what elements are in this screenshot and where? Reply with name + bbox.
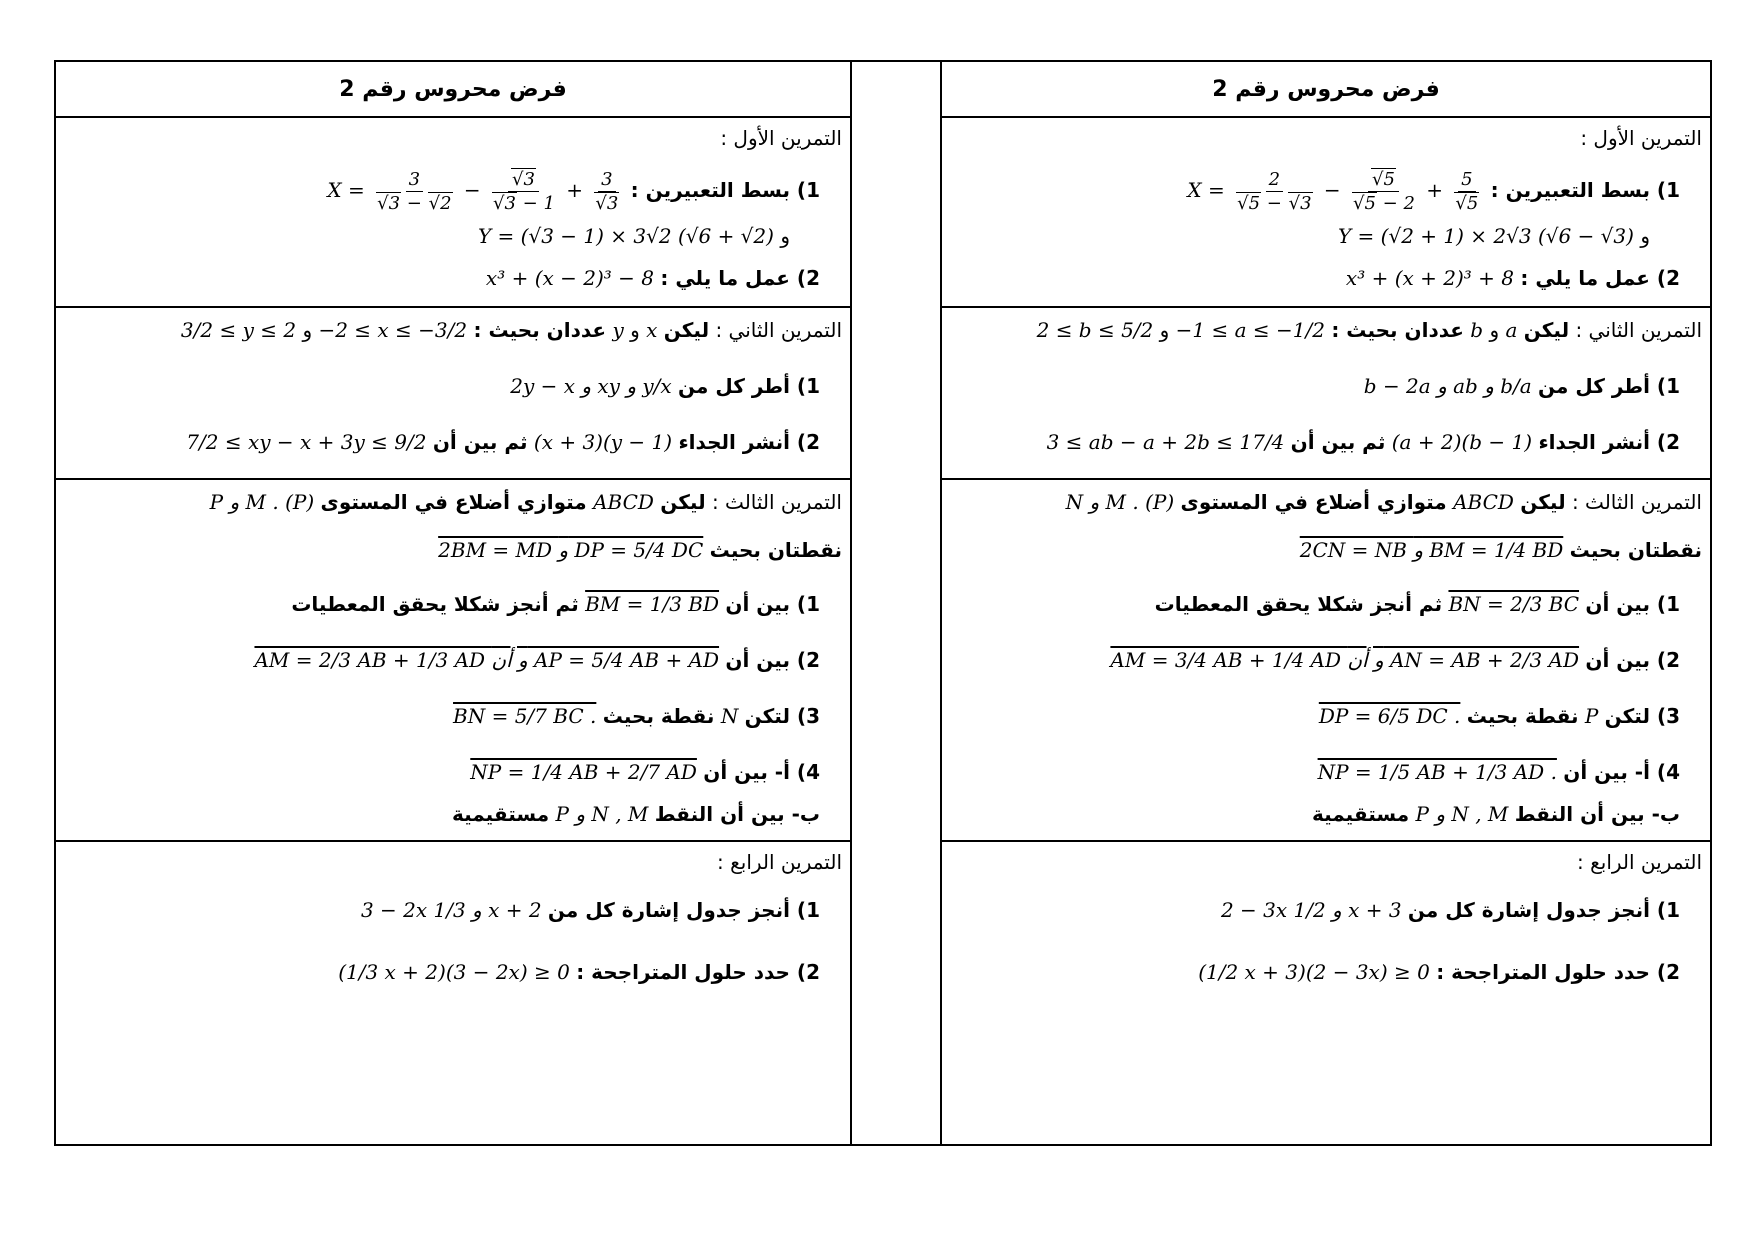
ex2-q1-label: 1) أطر كل من [1538, 374, 1680, 398]
ex4-q2 [952, 960, 1680, 984]
ex2-q2-then: ثم بين أن [432, 430, 528, 454]
ex2-intro-word: ليكن [1523, 318, 1570, 342]
exercise-2-label: التمرين الثاني : [1575, 318, 1702, 342]
exercise-4 [56, 842, 850, 1144]
ex3-q1-rest: ثم أنجز شكلا يحقق المعطيات [1154, 592, 1443, 616]
ex3-q4b [66, 802, 820, 826]
ex1-q1 [66, 168, 820, 215]
ex2-intro-and: و [630, 318, 640, 342]
ex3-q4b [952, 802, 1680, 826]
ex3-q3-expr: BN = 5/7 BC . [453, 704, 597, 728]
ex3-q1-rest: ثم أنجز شكلا يحقق المعطيات [291, 592, 579, 616]
exercise-4 [942, 842, 1710, 1144]
ex2-intro-rest: عددان بحيث : [473, 318, 607, 342]
ex4-q1 [66, 898, 820, 922]
ex3-q2-expr: AM = 3/4 AB + 1/4 AD و أن AN = AB + 2/3 AD [1110, 648, 1580, 672]
ex3-q4b-rest: مستقيمية [1311, 802, 1410, 826]
exercise-3 [56, 480, 850, 842]
ex1-q1-y [66, 224, 790, 248]
ex4-q2-expr: (1/2 x + 3)(2 − 3x) ≥ 0 [1198, 960, 1430, 984]
ex3-intro-word: ليكن [1520, 490, 1566, 514]
exercise-4-label: التمرين الرابع : [717, 850, 842, 874]
title-cell [942, 62, 1710, 118]
ex2-q1 [66, 374, 820, 398]
ex1-expr-x: X = $\frac{3}{√3 - √2}$ − $\frac{√3}{√3 - 1}$ + $\frac{3}{√3}$ [327, 168, 619, 214]
exercise-1 [56, 118, 850, 308]
ex4-q1 [952, 898, 1680, 922]
ex3-q1-expr: BM = 1/3 BD [585, 592, 720, 616]
ex2-q2-then: ثم بين أن [1290, 430, 1386, 454]
ex2-q1-label: 1) أطر كل من [678, 374, 820, 398]
ex4-q2 [66, 960, 820, 984]
exercise-1 [942, 118, 1710, 308]
ex3-q1 [952, 592, 1680, 616]
ex2-and: و [302, 318, 313, 342]
ex3-intro-rest: متوازي أضلاع في المستوى [1180, 490, 1447, 514]
page-title: فرض محروس رقم 2 [339, 76, 567, 102]
ex2-var-2: y [612, 318, 624, 342]
ex1-q2-label: 2) عمل ما يلي : [660, 266, 820, 290]
ex4-q1-exprs: 2 − 3x و 1/2 x + 3 [1220, 898, 1402, 922]
ex4-q2-label: 2) حدد حلول المتراجحة : [576, 960, 820, 984]
ex1-expr-y: Y = (√3 − 1) × 3√2 (√6 + √2) [477, 224, 774, 248]
ex2-intro-word: ليكن [663, 318, 710, 342]
ex1-q2-label: 2) عمل ما يلي : [1520, 266, 1680, 290]
exercise-2 [56, 308, 850, 480]
ex1-q1 [952, 168, 1680, 215]
ex3-q4b-label: ب- بين أن النقط [654, 802, 820, 826]
ex2-ineq-2: 2 ≤ b ≤ 5/2 [1036, 318, 1154, 342]
ex2-q1 [952, 374, 1680, 398]
ex3-points-label: نقطتان بحيث [1569, 538, 1702, 562]
ex3-q1-expr: BN = 2/3 BC [1448, 592, 1580, 616]
ex1-q1-label: 1) بسط التعبيرين : [630, 178, 820, 202]
ex3-cond [952, 538, 1702, 562]
ex2-intro-and: و [1489, 318, 1500, 342]
ex1-and: و [780, 224, 790, 248]
exercise-1-label: التمرين الأول : [720, 126, 842, 150]
ex3-q3 [66, 704, 820, 728]
ex4-q1-label: 1) أنجز جدول إشارة كل من [547, 898, 820, 922]
ex3-points: P و M . (P) [209, 490, 315, 514]
ex3-points: N و M . (P) [1065, 490, 1175, 514]
ex3-q4-label: 4) أ- بين أن [703, 760, 820, 784]
ex2-q2-label: 2) أنشر الجداء [678, 430, 820, 454]
ex1-q2 [66, 266, 820, 290]
ex3-q2 [66, 648, 820, 672]
ex2-intro-rest: عددان بحيث : [1331, 318, 1464, 342]
ex1-q1-y [952, 224, 1650, 248]
ex3-q3-label: 3) لتكن [744, 704, 820, 728]
ex3-q4b-points: P و N , M [1415, 802, 1509, 826]
title-cell [56, 62, 850, 118]
ex3-q1-label: 1) بين أن [1585, 592, 1680, 616]
ex2-ineq-2: 3/2 ≤ y ≤ 2 [180, 318, 297, 342]
ex2-intro [66, 318, 842, 342]
ex3-intro: التمرين الثالث : ليكن ABCD متوازي أضلاع في المستوى N و M . (P) [1065, 490, 1702, 514]
ex3-cond-expr: 2BM = MD و DP = 5/4 DC [438, 538, 704, 562]
ex3-q4b-points: P و N , M [555, 802, 649, 826]
ex2-q1-exprs: b − 2a و ab و b/a [1363, 374, 1532, 398]
ex2-product: (x + 3)(y − 1) [533, 430, 673, 454]
ex3-q3-rest: نقطة بحيث [602, 704, 715, 728]
ex2-var-2: b [1470, 318, 1484, 342]
ex3-q4-label: 4) أ- بين أن [1563, 760, 1680, 784]
ex3-q4-expr: NP = 1/4 AB + 2/7 AD [470, 760, 697, 784]
ex3-q4b-rest: مستقيمية [451, 802, 550, 826]
ex2-ineq-1: −1 ≤ a ≤ −1/2 [1175, 318, 1325, 342]
exercise-4-label: التمرين الرابع : [1577, 850, 1702, 874]
ex4-q1-label: 1) أنجز جدول إشارة كل من [1407, 898, 1680, 922]
ex1-expr-y: Y = (√2 + 1) × 2√3 (√6 − √3) [1337, 224, 1634, 248]
ex1-poly: x³ + (x − 2)³ − 8 [485, 266, 654, 290]
ex3-q3-expr: DP = 6/5 DC . [1318, 704, 1461, 728]
ex2-intro [952, 318, 1702, 342]
exercise-3 [942, 480, 1710, 842]
ex3-q3-label: 3) لتكن [1604, 704, 1680, 728]
ex1-q1-label: 1) بسط التعبيرين : [1490, 178, 1680, 202]
ex3-q3-point: N [720, 704, 739, 728]
ex3-intro: التمرين الثالث : ليكن ABCD متوازي أضلاع في المستوى P و M . (P) [209, 490, 842, 514]
exercise-2-label: التمرين الثاني : [715, 318, 842, 342]
ex3-cond [66, 538, 842, 562]
ex4-q2-label: 2) حدد حلول المتراجحة : [1436, 960, 1680, 984]
ex3-intro-rest: متوازي أضلاع في المستوى [320, 490, 587, 514]
ex3-q1-label: 1) بين أن [725, 592, 820, 616]
ex2-q1-exprs: 2y − x و xy و y/x [510, 374, 672, 398]
ex3-intro-word: ليكن [660, 490, 706, 514]
ex2-q2 [952, 430, 1680, 454]
ex2-var-1: x [646, 318, 658, 342]
ex2-q2 [66, 430, 820, 454]
exam-sheet [54, 60, 1712, 1146]
ex4-q2-expr: (1/3 x + 2)(3 − 2x) ≥ 0 [338, 960, 570, 984]
ex2-result: 3 ≤ ab − a + 2b ≤ 17/4 [1046, 430, 1285, 454]
ex3-q2-expr: AM = 2/3 AB + 1/3 AD و أن AP = 5/4 AB + AD [254, 648, 720, 672]
ex3-q4 [66, 760, 820, 784]
exercise-3-label: التمرين الثالث : [1571, 490, 1702, 514]
ex4-q1-exprs: 3 − 2x و 1/3 x + 2 [360, 898, 542, 922]
exercise-2 [942, 308, 1710, 480]
ex3-q3 [952, 704, 1680, 728]
exercise-3-label: التمرين الثالث : [711, 490, 842, 514]
exercise-1-label: التمرين الأول : [1580, 126, 1702, 150]
ex3-q4 [952, 760, 1680, 784]
ex3-cond-expr: 2CN = NB و BM = 1/4 BD [1299, 538, 1564, 562]
right-version [940, 62, 1710, 1144]
ex1-q2 [952, 266, 1680, 290]
ex3-q2 [952, 648, 1680, 672]
ex3-q3-rest: نقطة بحيث [1466, 704, 1579, 728]
ex1-and: و [1640, 224, 1650, 248]
ex3-q1 [66, 592, 820, 616]
ex3-q2-label: 2) بين أن [725, 648, 820, 672]
ex2-result: 7/2 ≤ xy − x + 3y ≤ 9/2 [186, 430, 427, 454]
ex2-var-1: a [1505, 318, 1518, 342]
ex3-q4b-label: ب- بين أن النقط [1514, 802, 1680, 826]
left-version [56, 62, 852, 1144]
ex2-and: و [1159, 318, 1170, 342]
page-title: فرض محروس رقم 2 [1212, 76, 1440, 102]
ex3-q4-expr: NP = 1/5 AB + 1/3 AD . [1317, 760, 1557, 784]
ex1-expr-x: X = $\frac{2}{√5 - √3}$ − $\frac{√5}{√5 - 2}$ + $\frac{5}{√5}$ [1187, 168, 1479, 214]
ex3-points-label: نقطتان بحيث [709, 538, 842, 562]
ex3-q3-point: P [1584, 704, 1599, 728]
ex2-q2-label: 2) أنشر الجداء [1538, 430, 1680, 454]
ex1-poly: x³ + (x + 2)³ + 8 [1345, 266, 1514, 290]
ex3-q2-label: 2) بين أن [1585, 648, 1680, 672]
ex2-product: (a + 2)(b − 1) [1391, 430, 1533, 454]
ex2-ineq-1: −2 ≤ x ≤ −3/2 [318, 318, 468, 342]
